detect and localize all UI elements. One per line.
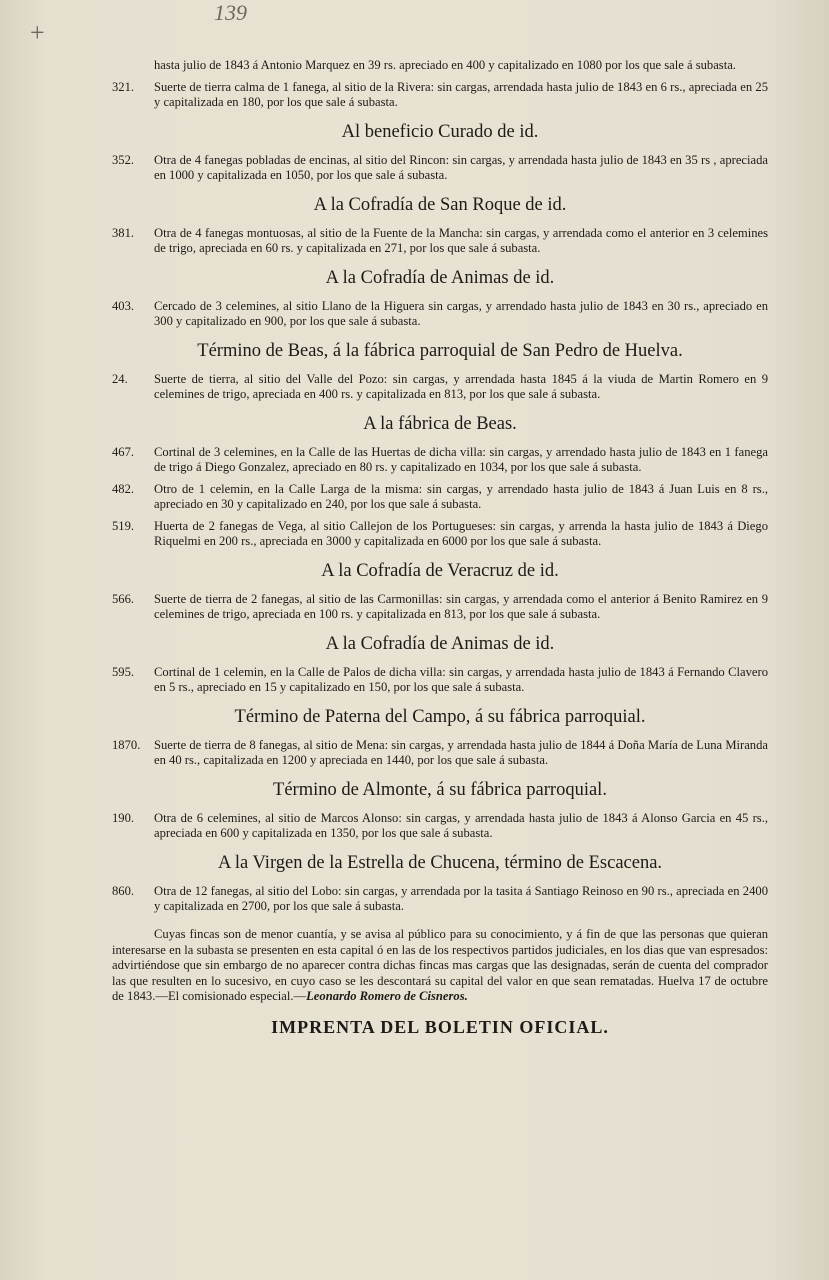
lot-entry: [112, 665, 768, 696]
section-heading: Término de Paterna del Campo, á su fábrica parroquial.: [234, 706, 646, 727]
lot-number: 381.: [112, 225, 135, 240]
lot-number: 482.: [112, 481, 135, 496]
printer-line: IMPRENTA DEL BOLETIN OFICIAL.: [271, 1017, 609, 1038]
lot-description: Otro de 1 celemin, en la Calle Larga de la misma: sin cargas, y arrendado hasta julio de 1843 á Juan Luis en 8 rs., apreciado en 30 y capitalizado en 240, por los que sale á subasta.: [154, 481, 768, 511]
lot-description: Suerte de tierra de 2 fanegas, al sitio de las Carmonillas: sin cargas, y arrendada como el anterior á Benito Ramirez en 9 celemines de trigo, apreciada en 100 rs. y capitalizada en 813, por los que sale á subasta.: [154, 591, 768, 621]
signature: Leonardo Romero de Cisneros.: [306, 989, 468, 1004]
lot-description: Cortinal de 3 celemines, en la Calle de las Huertas de dicha villa: sin cargas, y arrendado hasta julio de 1843 en 1 fanega de trigo á Diego Gonzalez, apreciado en 80 rs. y capitalizado en 1034, por los que sale á subasta.: [154, 444, 768, 474]
lot-number: 566.: [112, 591, 135, 606]
lot-entry: [112, 738, 768, 769]
section-heading: A la Virgen de la Estrella de Chucena, término de Escacena.: [217, 852, 663, 873]
lot-entry: [112, 226, 768, 257]
lot-entry: [112, 884, 768, 915]
lot-description: Otra de 4 fanegas montuosas, al sitio de la Fuente de la Mancha: sin cargas, y arrendada como el anterior en 3 celemines de trigo, apreciada en 60 rs. y capitalizada en 271, por los que sale á subasta.: [154, 225, 768, 255]
lot-description: Suerte de tierra, al sitio del Valle del Pozo: sin cargas, y arrendada hasta 1845 á la viuda de Martin Romero en 9 celemines de trigo, apreciada en 400 rs. y capitalizada en 813, por los que sale á subasta.: [154, 371, 768, 401]
closing-text: Cuyas fincas son de menor cuantía, y se avisa al público para su conocimiento, y á fin de que las personas que quieran interesarse en la subasta se presenten en esta capital ó en las de los respectivos partidos judiciales, en los dias que van espresados: advirtiéndose que sin embargo de no aparecer contra dichas fincas mas cargas que las designadas, serán de cuenta del comprador las que resulten en lo sucesivo, en cuyo caso se les descontará su capital del valor en que sean rematadas. Huelva 17 de octubre de 1843.—El comisionado especial.—: [112, 927, 768, 1004]
section-heading: Al beneficio Curado de id.: [341, 121, 539, 142]
lot-entry: [112, 372, 768, 403]
lot-description: Cortinal de 1 celemin, en la Calle de Palos de dicha villa: sin cargas, y arrendada hasta julio de 1843 á Fernando Clavero en 5 rs., apreciado en 15 y capitalizado en 150, por los que sale á subasta.: [154, 664, 768, 694]
lot-entry: [112, 153, 768, 184]
lot-entry: [112, 445, 768, 476]
lot-description: Suerte de tierra calma de 1 fanega, al sitio de la Rivera: sin cargas, arrendada hasta julio de 1843 en 6 rs., apreciada en 25 y capitalizada en 180, por los que sale á subasta.: [154, 79, 768, 109]
lot-description: Cercado de 3 celemines, al sitio Llano de la Higuera sin cargas, y arrendado hasta julio de 1843 en 30 rs., apreciado en 300 y capitalizado en 900, por los que sale á subasta.: [154, 298, 768, 328]
section-heading: A la Cofradía de Animas de id.: [325, 267, 555, 288]
lot-description: Huerta de 2 fanegas de Vega, al sitio Callejon de los Portugueses: sin cargas, y arrenda la hasta julio de 1843 á Diego Riquelmi en 200 rs., apreciada en 3000 y capitalizada en 6000 por los que sale á subasta.: [154, 518, 768, 548]
document-body: [112, 58, 768, 1038]
section-heading: Término de Almonte, á su fábrica parroquial.: [273, 779, 607, 800]
lot-number: 403.: [112, 298, 135, 313]
lot-entry: [112, 482, 768, 513]
lot-entry: [112, 299, 768, 330]
lot-number: 190.: [112, 810, 135, 825]
lot-number: 519.: [112, 518, 135, 533]
lot-entry: [112, 811, 768, 842]
section-heading: Término de Beas, á la fábrica parroquial de San Pedro de Huelva.: [197, 340, 683, 361]
lot-description: Otra de 12 fanegas, al sitio del Lobo: sin cargas, y arrendada por la tasita á Santiago Reinoso en 90 rs., apreciada en 2400 y capitalizada en 2700, por los que sale á subasta.: [154, 883, 768, 913]
lot-description: Suerte de tierra de 8 fanegas, al sitio de Mena: sin cargas, y arrendada hasta julio de 1844 á Doña María de Luna Miranda en 40 rs., capitalizada en 1200 y apreciada en 1440, por los que sale á subasta.: [154, 737, 768, 767]
lot-description: Otra de 4 fanegas pobladas de encinas, al sitio del Rincon: sin cargas, y arrendada hasta julio de 1843 en 35 rs , apreciada en 1000 y capitalizada en 1050, por los que sale á subasta.: [154, 152, 768, 182]
section-heading: A la Cofradía de San Roque de id.: [313, 194, 567, 215]
lot-number: 467.: [112, 444, 135, 459]
lot-number: 24.: [112, 371, 128, 386]
section-heading: A la fábrica de Beas.: [363, 413, 517, 434]
folio-number: 139: [214, 0, 247, 25]
lot-number: 860.: [112, 883, 135, 898]
lot-description: hasta julio de 1843 á Antonio Marquez en 39 rs. apreciado en 400 y capitalizado en 1080 por los que sale á subasta.: [154, 58, 736, 72]
lot-entry: [112, 58, 768, 74]
lot-number: 321.: [112, 79, 135, 94]
closing-paragraph: [112, 927, 768, 1005]
section-heading: A la Cofradía de Animas de id.: [325, 633, 555, 654]
lot-number: 1870.: [112, 737, 141, 752]
lot-entry: [112, 519, 768, 550]
section-heading: A la Cofradía de Veracruz de id.: [321, 560, 559, 581]
margin-mark: +: [30, 18, 45, 47]
lot-entry: [112, 592, 768, 623]
lot-number: 352.: [112, 152, 135, 167]
lot-number: 595.: [112, 664, 135, 679]
lot-entry: [112, 80, 768, 111]
lot-description: Otra de 6 celemines, al sitio de Marcos Alonso: sin cargas, y arrendada hasta julio de 1843 á Alonso Garcia en 45 rs., apreciada en 600 y capitalizada en 1350, por los que sale á subasta.: [154, 810, 768, 840]
